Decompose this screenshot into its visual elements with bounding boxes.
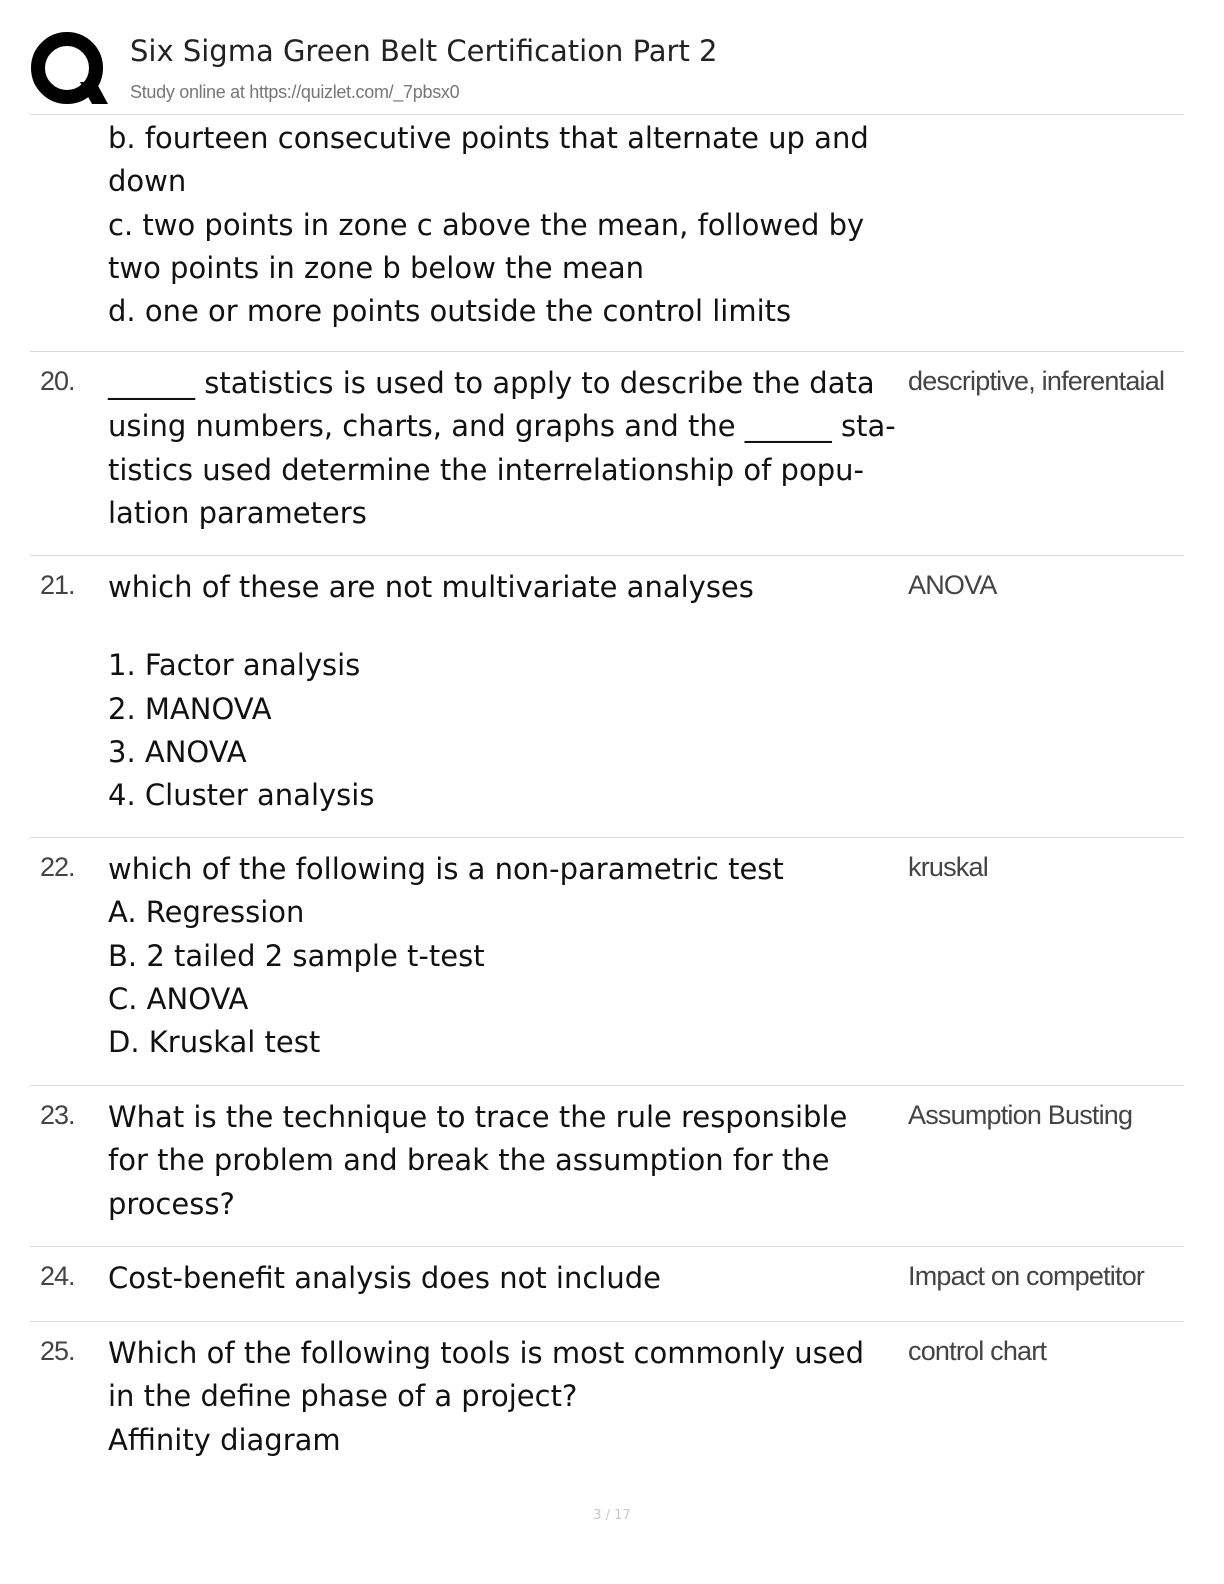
term-line: which of these are not multivariate analyses: [108, 570, 754, 604]
card-row-23: [30, 1086, 1184, 1247]
card-number: 23.: [40, 1100, 75, 1130]
card-number: 22.: [40, 852, 75, 882]
continuation-line: b. fourteen consecutive points that alternate up and: [108, 121, 869, 155]
page-number: 3 / 17: [593, 1508, 631, 1523]
term-line: 3. ANOVA: [108, 734, 247, 769]
term-line: 4. Cluster analysis: [108, 778, 375, 813]
continuation-line: c. two points in zone c above the mean, followed by: [108, 207, 865, 242]
study-online-link[interactable]: Study online at https://quizlet.com/_7pbsx0: [130, 82, 460, 102]
card-number: 24.: [40, 1261, 75, 1291]
set-title: Six Sigma Green Belt Certification Part 2: [130, 34, 718, 68]
term-line: Which of the following tools is most commonly used: [108, 1336, 865, 1370]
card-definition: Assumption Busting: [908, 1100, 1133, 1130]
term-line: tistics used determine the interrelationship of popu-: [108, 452, 864, 487]
card-term: [108, 566, 908, 817]
quizlet-q-logo-icon: [30, 30, 110, 110]
card-row-24: [30, 1247, 1184, 1322]
continuation-line: d. one or more points outside the control limits: [108, 294, 792, 329]
term-line: Affinity diagram: [108, 1422, 341, 1457]
term-line: process?: [108, 1186, 235, 1221]
card-definition: kruskal: [908, 852, 988, 882]
card-continuation: [30, 115, 1184, 352]
continuation-line: two points in zone b below the mean: [108, 250, 645, 285]
term-line: C. ANOVA: [108, 981, 249, 1016]
term-line: D. Kruskal test: [108, 1025, 321, 1060]
continuation-line: down: [108, 164, 187, 199]
term-line: in the define phase of a project?: [108, 1379, 578, 1414]
term-line: 1. Factor analysis: [108, 648, 361, 683]
card-definition: ANOVA: [908, 570, 997, 600]
term-line: lation parameters: [108, 495, 367, 530]
card-term: [108, 1332, 908, 1462]
term-line: using numbers, charts, and graphs and the ______ sta-: [108, 409, 896, 444]
card-row-20: [30, 352, 1184, 556]
card-definition: control chart: [908, 1336, 1047, 1366]
term-line: A. Regression: [108, 895, 305, 930]
card-term: [108, 848, 908, 1064]
card-number: 20.: [40, 366, 75, 396]
term-line: ______ statistics is used to apply to describe the data: [108, 366, 875, 400]
card-number: 21.: [40, 570, 75, 600]
card-row-22: [30, 838, 1184, 1086]
card-definition: Impact on competitor: [908, 1261, 1145, 1291]
term-line: 2. MANOVA: [108, 691, 272, 726]
continuation-text: [108, 117, 908, 333]
card-row-21: [30, 556, 1184, 838]
card-definition: descriptive, inferentaial: [908, 366, 1165, 396]
term-line: for the problem and break the assumption for the: [108, 1143, 830, 1178]
term-line: B. 2 tailed 2 sample t-test: [108, 938, 485, 973]
term-line: Cost-benefit analysis does not include: [108, 1261, 661, 1295]
card-term: [108, 362, 908, 535]
page-header: [30, 30, 1184, 115]
card-row-25: [30, 1322, 1184, 1482]
term-line: What is the technique to trace the rule responsible: [108, 1100, 848, 1134]
term-line: which of the following is a non-parametric test: [108, 852, 784, 886]
card-number: 25.: [40, 1336, 75, 1366]
card-term: [108, 1096, 908, 1226]
card-term: [108, 1257, 908, 1300]
